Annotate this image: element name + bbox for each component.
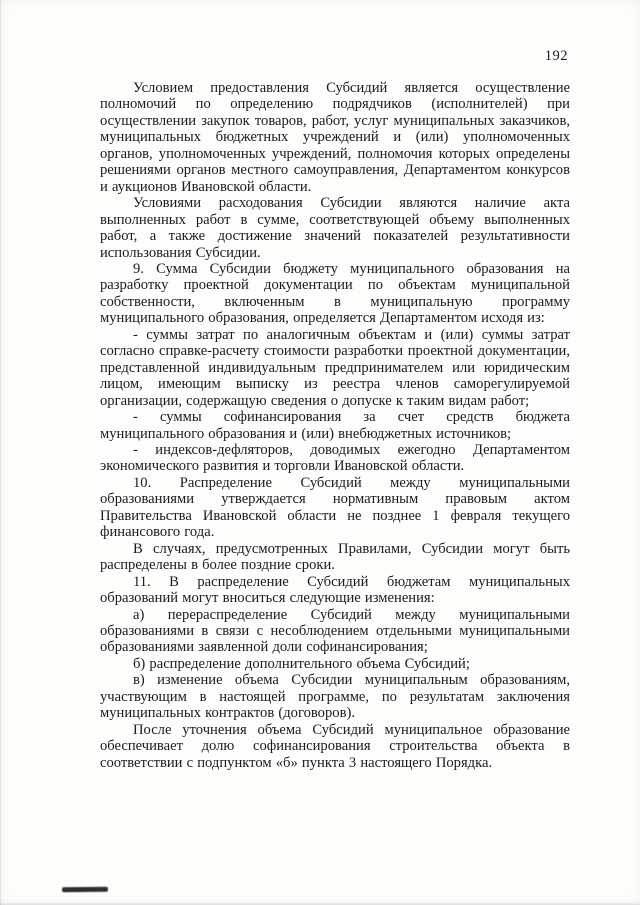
paragraph-item-9-dash-3: - индексов-дефляторов, доводимых ежегодно Департаментом экономического развития и торговли Ивановской области. (100, 441, 570, 475)
paragraph-item-11-b: б) распределение дополнительного объема Субсидий; (133, 655, 470, 672)
paragraph-conditions-of-spending: Условиями расходования Субсидии являются наличие акта выполненных работ в сумме, соответствующей объему выполненных работ, а также достижение значений показателей результативности использования Субсидии. (100, 195, 570, 261)
paragraph-item-9: 9. Сумма Субсидии бюджету муниципального образования на разработку проектной документации по объектам муниципальной собственности, включенным в муниципальную программу муниципального образования, определяется Департаментом исходя из: (100, 260, 570, 327)
paragraph-item-11-v: в) изменение объема Субсидии муниципальным образованиям, участвующим в настоящей программе, по результатам заключения муниципальных контрактов (договоров). (100, 672, 570, 722)
paragraph-item-10-note: В случаях, предусмотренных Правилами, Субсидии могут быть распределены в более поздние сроки. (100, 540, 570, 574)
page-number: 192 (544, 48, 568, 64)
scan-artifact-mark (62, 887, 108, 892)
paragraph-item-9-dash-1: - суммы затрат по аналогичным объектам и (или) суммы затрат согласно справке-расчету стоимости разработки проектной документации, представленной индивидуальным предпринимателем или юридическим лицом, имеющим выписку из реестра членов саморегулируемой организации, содержащую сведения о допуске к таким видам работ; (100, 326, 570, 409)
paragraph-final-clause: После уточнения объема Субсидий муниципальное образование обеспечивает долю софинансирования строительства объекта в соответствии с подпунктом «б» пункта 3 настоящего Порядка. (100, 721, 570, 771)
document-text-block (100, 80, 570, 771)
paragraph-item-11: 11. В распределение Субсидий бюджетам муниципальных образований могут вноситься следующие изменения: (100, 573, 570, 607)
paragraph-item-9-dash-2: - суммы софинансирования за счет средств бюджета муниципального образования и (или) внебюджетных источников; (100, 409, 570, 442)
paragraph-item-10: 10. Распределение Субсидий между муниципальными образованиями утверждается нормативным правовым актом Правительства Ивановской области не позднее 1 февраля текущего финансового года. (100, 474, 570, 541)
paragraph-item-11-a: а) перераспределение Субсидий между муниципальными образованиями в связи с несоблюдением отдельными муниципальными образованиями заявленной доли софинансирования; (100, 606, 570, 656)
paragraph-conditions-of-provision: Условием предоставления Субсидий является осуществление полномочий по определению подрядчиков (исполнителей) при осуществлении закупок товаров, работ, услуг муниципальных заказчиков, муниципальных бюджетных учреждений и (или) уполномоченных органов, уполномоченных учреждений, полномочия которых определены решениями органов местного самоуправления, Департаментом конкурсов и аукционов Ивановской области. (100, 80, 570, 195)
scan-edge-shadow-left (0, 0, 2, 905)
